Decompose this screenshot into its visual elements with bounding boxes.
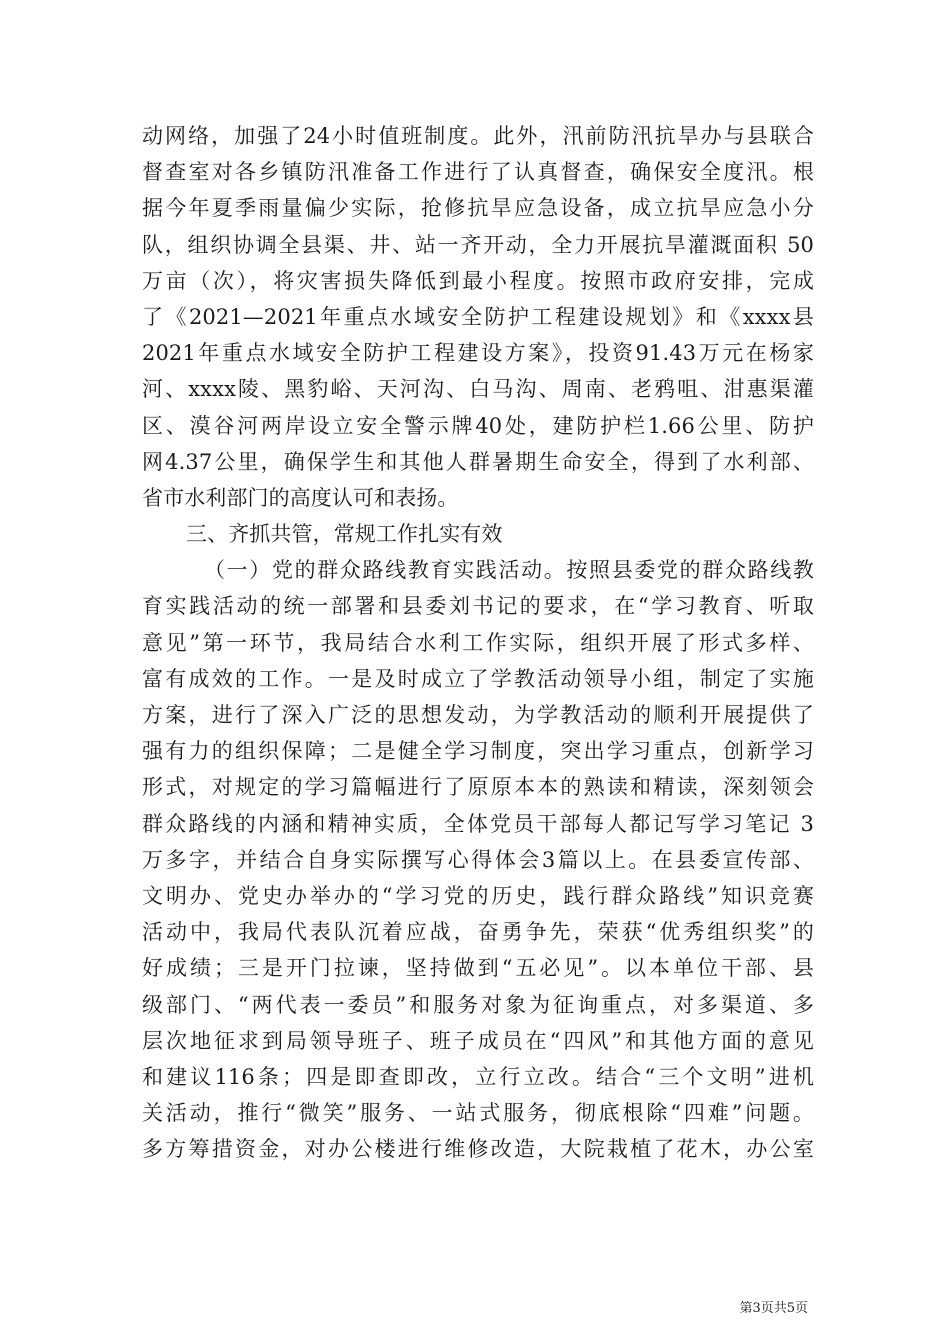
text-line: 强有力的组织保障；二是健全学习制度，突出学习重点，创新学习 bbox=[142, 739, 814, 764]
text-line: 活动中，我局代表队沉着应战，奋勇争先，荣获“优秀组织奖”的 bbox=[142, 920, 814, 945]
text-line: 2021年重点水域安全防护工程建设方案》，投资91.43万元在杨家 bbox=[142, 341, 814, 366]
text-line: 督查室对各乡镇防汛准备工作进行了认真督查，确保安全度汛。根 bbox=[142, 160, 814, 185]
text-line: 多方筹措资金，对办公楼进行维修改造，大院栽植了花木，办公室 bbox=[142, 1137, 814, 1162]
section-heading: 三、齐抓共管，常规工作扎实有效 bbox=[186, 522, 503, 547]
document-body bbox=[142, 118, 814, 1167]
text-line: 和建议116条；四是即查即改，立行立改。结合“三个文明”进机 bbox=[142, 1064, 814, 1089]
paragraph-last-line: 省市水利部门的高度认可和表扬。 bbox=[142, 485, 459, 510]
text-line: 河、xxxx陵、黑豹峪、天河沟、白马沟、周南、老鸦咀、泔惠渠灌 bbox=[142, 377, 814, 402]
text-line: 了《2021—2021年重点水域安全防护工程建设规划》和《xxxx县 bbox=[142, 304, 814, 329]
text-line: 好成绩；三是开门拉谏，坚持做到“五必见”。以本单位干部、县 bbox=[142, 956, 814, 981]
text-line: 育实践活动的统一部署和县委刘书记的要求，在“学习教育、听取 bbox=[142, 594, 814, 619]
text-line: 区、漠谷河两岸设立安全警示牌40处，建防护栏1.66公里、防护 bbox=[142, 413, 814, 438]
text-line: 层次地征求到局领导班子、班子成员在“四风”和其他方面的意见 bbox=[142, 1028, 814, 1053]
text-line: 级部门、“两代表一委员”和服务对象为征询重点，对多渠道、多 bbox=[142, 992, 814, 1017]
text-line: 队，组织协调全县渠、井、站一齐开动，全力开展抗旱灌溉面积 50 bbox=[142, 232, 814, 257]
text-line: 网4.37公里，确保学生和其他人群暑期生命安全，得到了水利部、 bbox=[142, 449, 814, 474]
text-line: 动网络，加强了24小时值班制度。此外，汛前防汛抗旱办与县联合 bbox=[142, 124, 814, 148]
subsection-first-line: （一）党的群众路线教育实践活动。按照县委党的群众路线教 bbox=[204, 558, 814, 583]
text-line: 万亩（次），将灾害损失降低到最小程度。按照市政府安排，完成 bbox=[142, 268, 814, 293]
text-line: 方案，进行了深入广泛的思想发动，为学教活动的顺利开展提供了 bbox=[142, 703, 814, 727]
text-line: 意见”第一环节，我局结合水利工作实际，组织开展了形式多样、 bbox=[142, 630, 814, 655]
text-line: 富有成效的工作。一是及时成立了学教活动领导小组，制定了实施 bbox=[142, 666, 814, 691]
text-line: 形式，对规定的学习篇幅进行了原原本本的熟读和精读，深刻领会 bbox=[142, 775, 814, 800]
text-line: 据今年夏季雨量偏少实际，抢修抗旱应急设备，成立抗旱应急小分 bbox=[142, 196, 814, 221]
text-line: 文明办、党史办举办的“学习党的历史，践行群众路线”知识竞赛 bbox=[142, 883, 814, 908]
page-number: 第3页共5页 bbox=[739, 1301, 808, 1316]
text-line: 关活动，推行“微笑”服务、一站式服务，彻底根除“四难”问题。 bbox=[142, 1101, 814, 1126]
text-line: 万多字，并结合自身实际撰写心得体会3篇以上。在县委宣传部、 bbox=[142, 847, 814, 872]
text-line: 群众路线的内涵和精神实质，全体党员干部每人都记写学习笔记 3 bbox=[142, 811, 814, 836]
